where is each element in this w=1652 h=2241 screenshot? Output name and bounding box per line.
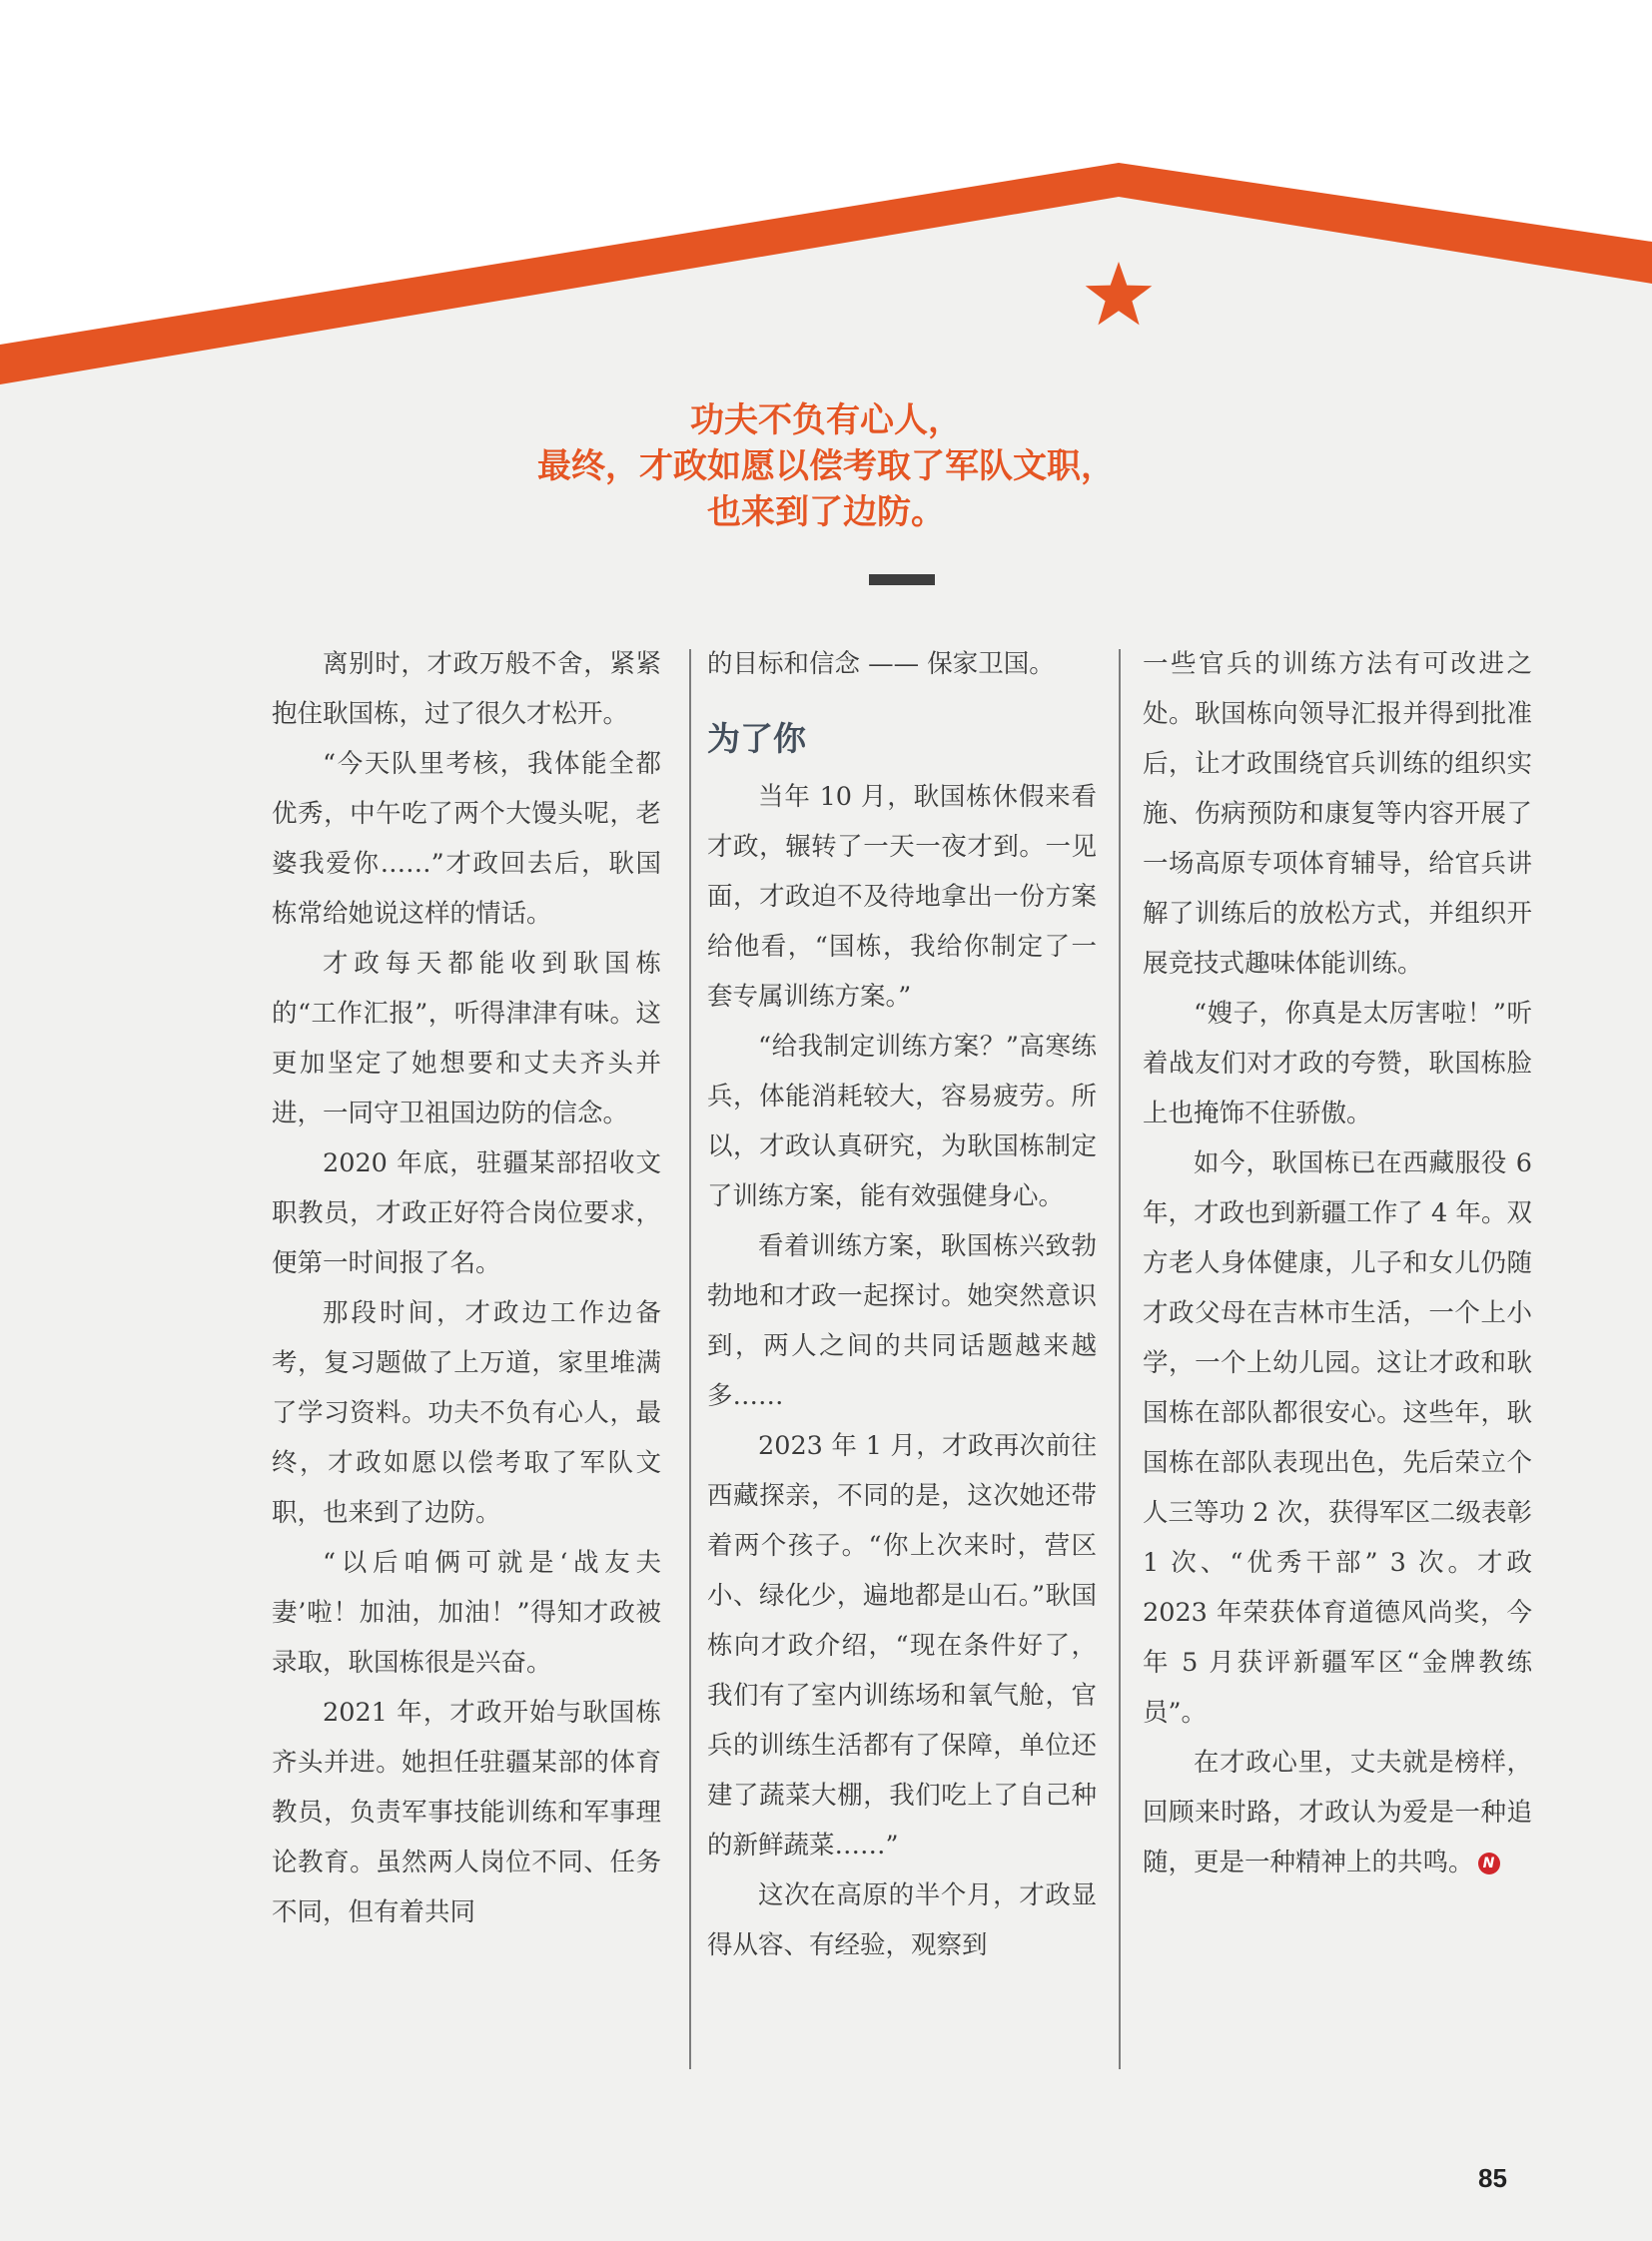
star-icon bbox=[1086, 262, 1153, 325]
paragraph: 才政每天都能收到耿国栋的“工作汇报”，听得津津有味。这更加坚定了她想要和丈夫齐头并进，一同守卫祖国边防的信念。 bbox=[272, 949, 661, 1128]
pull-quote-line: 最终，才政如愿以偿考取了军队文职， bbox=[537, 446, 1115, 486]
header-banner bbox=[0, 0, 1652, 419]
pull-quote-line: 也来到了边防。 bbox=[707, 492, 945, 532]
paragraph-text: 在才政心里，丈夫就是榜样，回顾来时路，才政认为爱是一种追随，更是一种精神上的共鸣。 bbox=[1143, 1748, 1532, 1877]
page-number: 85 bbox=[1478, 2163, 1507, 2193]
column-divider bbox=[689, 649, 691, 2069]
paragraph: 离别时，才政万般不舍，紧紧抱住耿国栋，过了很久才松开。 bbox=[272, 649, 661, 729]
paragraph: 如今，耿国栋已在西藏服役 6 年，才政也到新疆工作了 4 年。双方老人身体健康，儿子和女儿仍随才政父母在吉林市生活，一个上小学，一个上幼儿园。这让才政和耿国栋在部队都很安心。这些年，耿国栋在部队表现出色，先后荣立个人三等功 2 次，获得军区二级表彰 1 次、“优秀干部” 3 次。才政 2023 年荣获体育道德风尚奖，今年 5 月获评新疆军区“金牌教练员”。 bbox=[1143, 1148, 1532, 1728]
pull-quote bbox=[426, 397, 1226, 535]
paragraph: 2023 年 1 月，才政再次前往西藏探亲，不同的是，这次她还带着两个孩子。“你上次来时，营区小、绿化少，遍地都是山石。”耿国栋向才政介绍，“现在条件好了，我们有了室内训练场和氧气舱，官兵的训练生活都有了保障，单位还建了蔬菜大棚，我们吃上了自己种的新鲜蔬菜……” bbox=[707, 1431, 1097, 1861]
article-column-3 bbox=[1143, 639, 1532, 1887]
paragraph: “今天队里考核，我体能全都优秀，中午吃了两个大馒头呢，老婆我爱你……”才政回去后，耿国栋常给她说这样的情话。 bbox=[272, 749, 661, 929]
paragraph: “以后咱俩可就是‘战友夫妻’啦！加油，加油！”得知才政被录取，耿国栋很是兴奋。 bbox=[272, 1548, 661, 1678]
article-column-1 bbox=[272, 639, 661, 1937]
pull-quote-divider bbox=[869, 574, 935, 585]
paragraph: “给我制定训练方案？”高寒练兵，体能消耗较大，容易疲劳。所以，才政认真研究，为耿国栋制定了训练方案，能有效强健身心。 bbox=[707, 1032, 1097, 1211]
magazine-logo-icon: N bbox=[1478, 1853, 1500, 1874]
paragraph: 那段时间，才政边工作边备考，复习题做了上万道，家里堆满了学习资料。功夫不负有心人，最终，才政如愿以偿考取了军队文职，也来到了边防。 bbox=[272, 1298, 661, 1528]
pull-quote-line: 功夫不负有心人， bbox=[690, 400, 962, 440]
paragraph: 看着训练方案，耿国栋兴致勃勃地和才政一起探讨。她突然意识到，两人之间的共同话题越来越多…… bbox=[707, 1231, 1097, 1411]
final-paragraph bbox=[1143, 1738, 1532, 1887]
paragraph: 2021 年，才政开始与耿国栋齐头并进。她担任驻疆某部的体育教员，负责军事技能训练和军事理论教育。虽然两人岗位不同、任务不同，但有着共同 bbox=[272, 1698, 661, 1927]
banner-white-area bbox=[0, 0, 1652, 345]
section-heading: 为了你 bbox=[707, 719, 806, 758]
paragraph: 的目标和信念 —— 保家卫国。 bbox=[707, 649, 1055, 679]
article-column-2 bbox=[707, 639, 1097, 1970]
paragraph: 这次在高原的半个月，才政显得从容、有经验，观察到 bbox=[707, 1880, 1097, 1960]
paragraph: 一些官兵的训练方法有可改进之处。耿国栋向领导汇报并得到批准后，让才政围绕官兵训练的组织实施、伤病预防和康复等内容开展了一场高原专项体育辅导，给官兵讲解了训练后的放松方式，并组织开展竞技式趣味体能训练。 bbox=[1143, 649, 1532, 979]
paragraph: 2020 年底，驻疆某部招收文职教员，才政正好符合岗位要求，便第一时间报了名。 bbox=[272, 1148, 661, 1278]
paragraph: 当年 10 月，耿国栋休假来看才政，辗转了一天一夜才到。一见面，才政迫不及待地拿出一份方案给他看，“国栋，我给你制定了一套专属训练方案。” bbox=[707, 782, 1097, 1012]
column-divider bbox=[1119, 649, 1121, 2069]
paragraph: “嫂子，你真是太厉害啦！”听着战友们对才政的夸赞，耿国栋脸上也掩饰不住骄傲。 bbox=[1143, 999, 1532, 1128]
